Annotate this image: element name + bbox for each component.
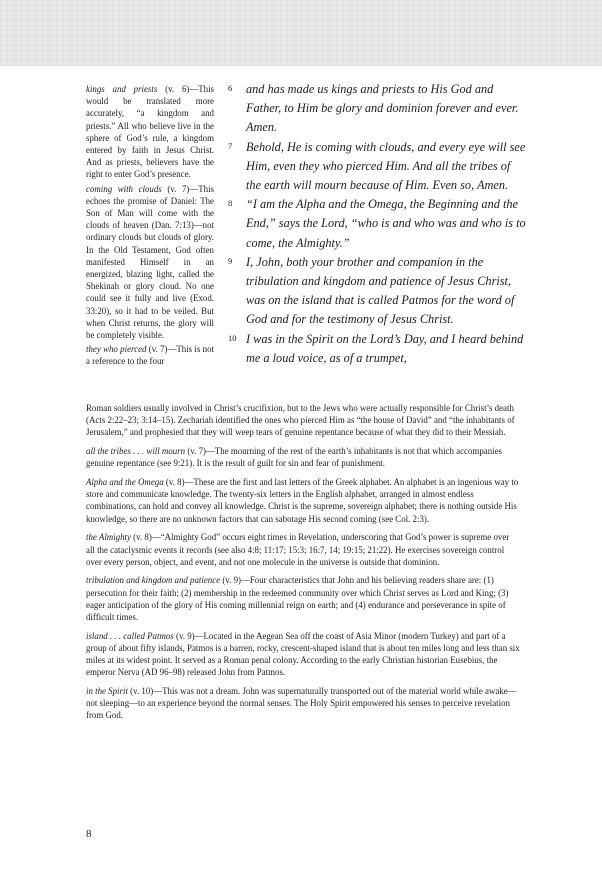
note-tribulation <box>86 574 520 623</box>
header-band <box>0 0 602 66</box>
verse-10 <box>226 330 526 368</box>
page-number: 8 <box>86 828 92 840</box>
note-the-almighty <box>86 531 520 568</box>
note-term: kings and priests <box>86 84 158 94</box>
note-term: island . . . called Patmos <box>86 630 174 641</box>
note-patmos <box>86 630 520 679</box>
note-coming-with-clouds <box>86 183 214 342</box>
verse-text: “I am the Alpha and the Omega, the Beginning and the End,” says the Lord, “who is and who was and who is to come, the Almighty.” <box>246 197 526 250</box>
note-ref: (v. 9)— <box>220 575 250 586</box>
note-term: tribulation and kingdom and patience <box>86 575 221 586</box>
note-text: “Almighty God” occurs eight times in Revelation, underscoring that God’s power is supreme over all the cataclysmic events it records (see also 4:8; 11:17; 15:3; 16:7, 14; 19:15; 21:22). He exercises sovereign control over every person, object, and event, and not one molecule in the universe is outside that dominion. <box>86 532 510 567</box>
verse-text: I was in the Spirit on the Lord’s Day, and I heard behind me a loud voice, as of a trumpet, <box>246 331 524 365</box>
verse-8 <box>226 195 526 253</box>
verse-9 <box>226 253 526 330</box>
note-ref: (v. 7)— <box>161 183 199 194</box>
note-alpha-and-omega <box>86 476 520 525</box>
verse-text: and has made us kings and priests to His God and Father, to Him be glory and dominion forever and ever. Amen. <box>246 82 519 135</box>
note-ref: (v. 6)— <box>157 84 199 94</box>
note-text: These are the first and last letters of the Greek alphabet. An alphabet is an ingenious way to store and communicate knowledge. The twenty-six letters in the English alphabet, arranged in almost endless combinations, can hold and convey all knowledge. Christ is the supreme, sovereign alphabet; there is nothing outside His knowledge, so there are no unknown factors that can sabotage His second coming (see Col. 2:3). <box>86 477 519 524</box>
verse-7 <box>226 138 526 196</box>
verse-number: 9 <box>228 255 233 266</box>
verse-text: I, John, both your brother and companion in the tribulation and kingdom and patience of Jesus Christ, was on the island that is called Patmos for the word of God and for the testimony of Jesus Christ. <box>246 254 515 327</box>
verse-6 <box>226 80 526 138</box>
note-term: they who pierced <box>86 344 147 355</box>
note-ref: (v. 7)— <box>146 344 177 355</box>
scripture-passage <box>226 80 526 368</box>
note-they-who-pierced <box>86 343 214 367</box>
note-term: Alpha and the Omega <box>86 477 164 488</box>
left-notes-column <box>86 83 214 370</box>
verse-text: Behold, He is coming with clouds, and every eye will see Him, even they who pierced Him. And all the tribes of the earth will mourn because of Him. Even so, Amen. <box>246 139 526 193</box>
note-in-the-spirit <box>86 685 520 722</box>
note-term: coming with clouds <box>86 183 162 194</box>
note-kings-and-priests <box>86 83 214 181</box>
note-text: This is not a reference to the four <box>86 344 214 367</box>
note-text: Four characteristics that John and his believing readers share are: (1) persecution for their faith; (2) membership in the redeemed community over which Christ serves as Lord and King; (3) eager anticipation of the glory of His coming millennial reign on earth; and (4) endurance and perseverance in spite of difficult times. <box>86 575 509 623</box>
note-ref: (v. 8)— <box>163 477 194 488</box>
note-ref: (v. 9)— <box>173 630 204 641</box>
note-text: Located in the Aegean Sea off the coast of Asia Minor (modern Turkey) and part of a group of about fifty islands, Patmos is a barren, rocky, crescent-shaped island that is about ten miles long and less than six miles at its widest point. It served as a Roman penal colony. According to the early Christian historian Eusebius, the emperor Nerva (AD 96–98) released John from Patmos. <box>86 630 520 678</box>
note-ref: (v. 10)— <box>127 686 163 697</box>
verse-number: 8 <box>228 198 233 209</box>
note-term: all the tribes . . . will mourn <box>86 446 186 457</box>
note-term: in the Spirit <box>86 686 128 697</box>
note-text: The mourning of the rest of the earth’s inhabitants is not that which accompanies genuine repentance (see 9:21). It is the result of guilt for sin and fear of punishment. <box>86 446 502 469</box>
note-continuation: Roman soldiers usually involved in Christ’s crucifixion, but to the Jews who were actually responsible for Christ’s death (Acts 2:22–23; 3:14–15). Zechariah identified the ones who pierced Him as “the house of David” and “the inhabitants of Jerusalem,” and prophesied that they will weep tears of genuine repentance because of what they did to their Messiah. <box>86 403 515 438</box>
verse-number: 7 <box>228 140 233 151</box>
note-text: This was not a dream. John was supernaturally transported out of the material world while awake—not sleeping—to an experience beyond the normal senses. The Holy Spirit empowered his senses to perceive revelation from God. <box>86 686 517 721</box>
verse-number: 10 <box>228 332 237 343</box>
note-text: This would be translated more accurately, “a kingdom and priests.” All who believe live in the sphere of God’s rule, a kingdom entered by faith in Jesus Christ. And as priests, believers have the right to enter God’s presence. <box>86 84 214 180</box>
note-text: This echoes the promise of Daniel: The Son of Man will come with the clouds of heaven (Dan. 7:13)—not ordinary clouds but clouds of glory. In the Old Testament, God often manifested Himself in an energized, blazing light, called the Shekinah or glory cloud. No one could see it fully and live (Exod. 33:20), so it had to be veiled. But when Christ returns, the glory will be completely visible. <box>86 183 214 341</box>
note-all-the-tribes <box>86 445 520 469</box>
verse-number: 6 <box>228 83 233 93</box>
note-ref: (v. 7)— <box>185 446 215 457</box>
note-ref: (v. 8)— <box>130 532 161 543</box>
note-term: the Almighty <box>86 532 131 543</box>
full-width-notes <box>86 402 520 728</box>
